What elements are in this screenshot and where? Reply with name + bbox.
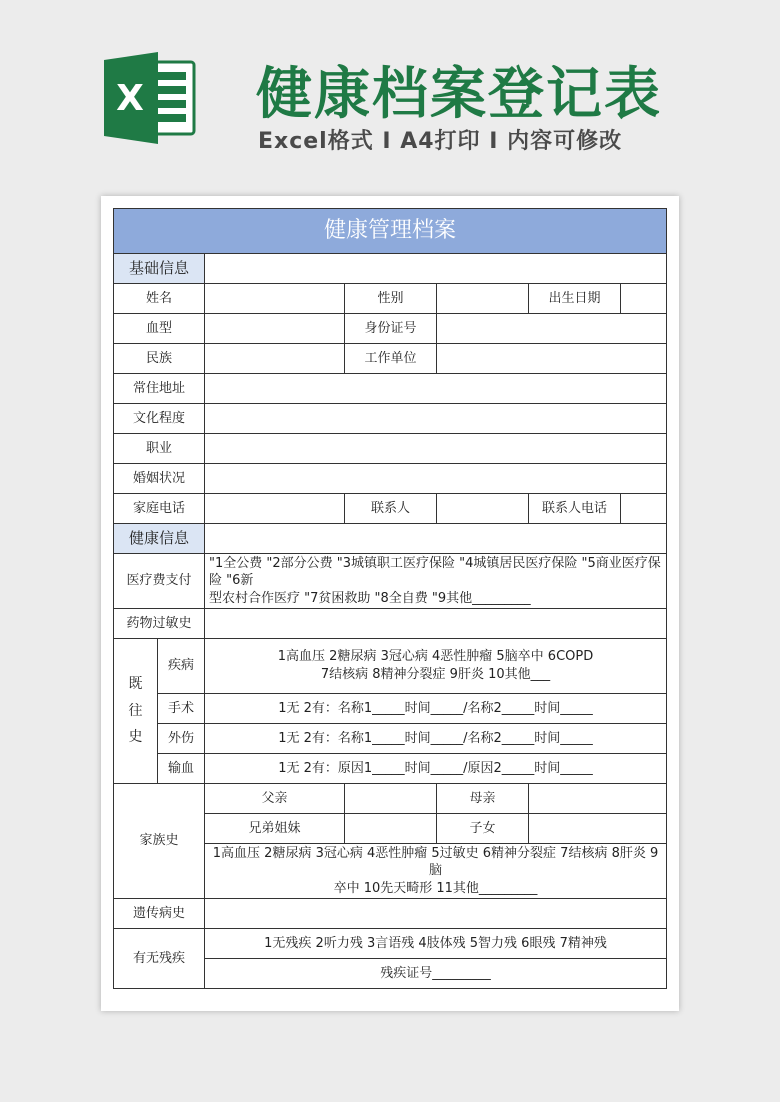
label-surgery: 手术 <box>158 694 205 724</box>
label-drug-allergy: 药物过敏史 <box>114 609 205 639</box>
field-education[interactable] <box>205 404 667 434</box>
field-gender[interactable] <box>437 284 529 314</box>
label-medical-payment: 医疗费支付 <box>114 554 205 609</box>
label-education: 文化程度 <box>114 404 205 434</box>
field-ethnicity[interactable] <box>205 344 345 374</box>
page-header <box>0 0 780 190</box>
label-disease: 疾病 <box>158 639 205 694</box>
field-workplace[interactable] <box>437 344 667 374</box>
label-injury: 外伤 <box>158 724 205 754</box>
label-blood-type: 血型 <box>114 314 205 344</box>
family-options-line1: 1高血压 2糖尿病 3冠心病 4恶性肿瘤 5过敏史 6精神分裂症 7结核病 8肝炎 9脑 <box>212 845 659 879</box>
field-siblings[interactable] <box>345 814 437 844</box>
field-drug-allergy[interactable] <box>205 609 667 639</box>
field-injury[interactable]: 1无 2有：名称1_____时间_____/名称2_____时间_____ <box>205 724 667 754</box>
label-address: 常住地址 <box>114 374 205 404</box>
disability-options[interactable]: 1无残疾 2听力残 3言语残 4肢体残 5智力残 6眼残 7精神残 <box>205 929 667 959</box>
label-contact: 联系人 <box>345 494 437 524</box>
family-history-options[interactable] <box>205 844 667 899</box>
label-marital-status: 婚姻状况 <box>114 464 205 494</box>
form-sheet <box>101 196 679 1011</box>
label-contact-phone: 联系人电话 <box>529 494 621 524</box>
medical-payment-options[interactable] <box>205 554 667 609</box>
disease-options-line2: 7结核病 8精神分裂症 9肝炎 10其他___ <box>320 667 551 682</box>
basic-info-blank[interactable] <box>205 254 667 284</box>
field-genetic-history[interactable] <box>205 899 667 929</box>
family-options-line2: 卒中 10先天畸形 11其他_________ <box>333 880 538 896</box>
disease-options-line1: 1高血压 2糖尿病 3冠心病 4恶性肿瘤 5脑卒中 6COPD <box>277 649 594 665</box>
page-title: 健康档案登记表 <box>256 62 662 127</box>
field-children[interactable] <box>529 814 667 844</box>
label-medical-history <box>114 639 158 784</box>
label-ethnicity: 民族 <box>114 344 205 374</box>
label-genetic-history: 遗传病史 <box>114 899 205 929</box>
label-workplace: 工作单位 <box>345 344 437 374</box>
payment-options-line1: "1全公费 "2部分公费 "3城镇职工医疗保险 "4城镇居民医疗保险 "5商业医疗保险 "6新 <box>209 555 661 589</box>
section-health-info: 健康信息 <box>114 524 205 554</box>
field-surgery[interactable]: 1无 2有：名称1_____时间_____/名称2_____时间_____ <box>205 694 667 724</box>
disease-options[interactable] <box>205 639 667 694</box>
label-transfusion: 输血 <box>158 754 205 784</box>
medical-history-vertical-text: 既往史 <box>128 676 143 746</box>
label-siblings: 兄弟姐妹 <box>205 814 345 844</box>
page-subtitle: Excel格式 I A4打印 I 内容可修改 <box>258 129 623 154</box>
field-father[interactable] <box>345 784 437 814</box>
field-marital-status[interactable] <box>205 464 667 494</box>
field-name[interactable] <box>205 284 345 314</box>
field-birth-date[interactable] <box>621 284 667 314</box>
form-title: 健康管理档案 <box>114 209 667 254</box>
field-disability-cert[interactable]: 残疾证号_________ <box>205 959 667 989</box>
field-address[interactable] <box>205 374 667 404</box>
label-birth-date: 出生日期 <box>529 284 621 314</box>
svg-text:X: X <box>116 78 144 119</box>
label-disability: 有无残疾 <box>114 929 205 989</box>
field-home-phone[interactable] <box>205 494 345 524</box>
label-mother: 母亲 <box>437 784 529 814</box>
label-name: 姓名 <box>114 284 205 314</box>
label-children: 子女 <box>437 814 529 844</box>
field-blood-type[interactable] <box>205 314 345 344</box>
label-occupation: 职业 <box>114 434 205 464</box>
field-contact-phone[interactable] <box>621 494 667 524</box>
label-gender: 性别 <box>345 284 437 314</box>
payment-options-line2: 型农村合作医疗 "7贫困救助 "8全自费 "9其他_________ <box>209 590 531 606</box>
field-occupation[interactable] <box>205 434 667 464</box>
health-info-blank[interactable] <box>205 524 667 554</box>
field-mother[interactable] <box>529 784 667 814</box>
health-record-table <box>113 208 667 989</box>
field-contact[interactable] <box>437 494 529 524</box>
label-family-history: 家族史 <box>114 784 205 899</box>
field-transfusion[interactable]: 1无 2有：原因1_____时间_____/原因2_____时间_____ <box>205 754 667 784</box>
field-id-number[interactable] <box>437 314 667 344</box>
label-id-number: 身份证号 <box>345 314 437 344</box>
excel-logo-icon <box>100 52 200 144</box>
label-father: 父亲 <box>205 784 345 814</box>
label-home-phone: 家庭电话 <box>114 494 205 524</box>
section-basic-info: 基础信息 <box>114 254 205 284</box>
